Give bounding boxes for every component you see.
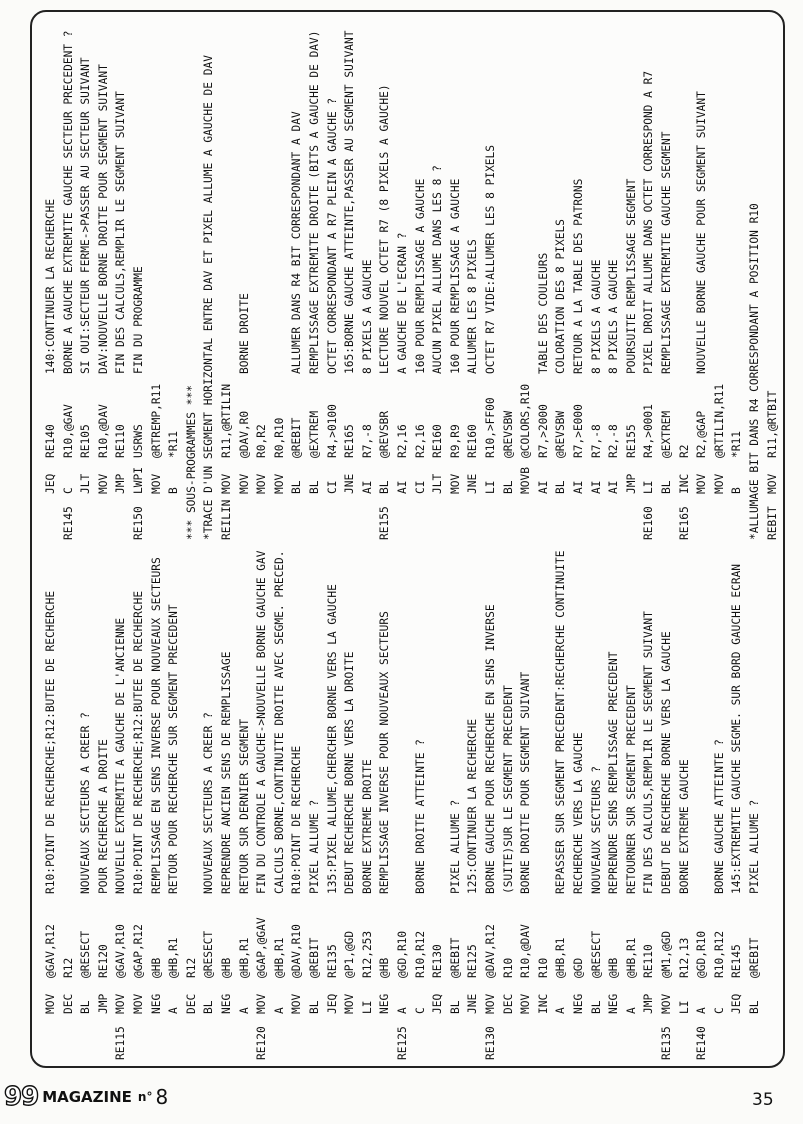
code-label: RE145 bbox=[61, 506, 75, 540]
code-operands: RE160 bbox=[431, 424, 445, 458]
code-comment: 160 POUR REMPLISSAGE A GAUCHE bbox=[413, 178, 427, 374]
code-operands: @HB,R1 bbox=[237, 937, 251, 978]
code-opcode: B bbox=[730, 487, 744, 494]
code-comment: BORNE GAUCHE POUR RECHERCHE EN SENS INVERSE bbox=[484, 604, 497, 894]
code-comment: PIXEL ALLUME ? bbox=[308, 799, 321, 894]
code-operands: @HB bbox=[220, 957, 233, 978]
code-opcode: BL bbox=[79, 1000, 93, 1014]
code-operands: RE145 bbox=[730, 944, 744, 978]
code-operands: R7,>2000 bbox=[536, 404, 550, 458]
code-comment: ALLUMER DANS R4 BIT CORRESPONDANT A DAV bbox=[290, 111, 304, 374]
magazine-logo bbox=[4, 1082, 168, 1112]
code-operands: RE165 bbox=[343, 424, 357, 458]
code-label: RE160 bbox=[642, 506, 656, 540]
code-operands: R2,16 bbox=[413, 424, 427, 458]
code-opcode: BL bbox=[308, 1000, 321, 1014]
code-opcode: AI bbox=[589, 480, 603, 494]
code-operands: R2,16 bbox=[396, 424, 409, 458]
code-comment: RETOUR POUR RECHERCHE SUR SEGMENT PRECEDENT bbox=[167, 604, 181, 894]
code-comment: 160 POUR REMPLISSAGE A GAUCHE bbox=[448, 178, 462, 374]
code-operands: R4,>0100 bbox=[325, 404, 339, 458]
code-comment: POUR RECHERCHE A DROITE bbox=[96, 739, 110, 894]
code-comment: COLORATION DES 8 PIXELS bbox=[554, 219, 568, 374]
code-comment: BORNE DROITE ATTEINTE ? bbox=[413, 739, 427, 894]
code-opcode: A bbox=[272, 1007, 286, 1014]
code-comment: NOUVEAUX SECTEURS A CREER ? bbox=[79, 712, 93, 894]
code-comment: DEBUT DE RECHERCHE BORNE VERS LA GAUCHE bbox=[660, 631, 673, 894]
code-comment: RETOURNER SUR SEGMENT PRECEDENT bbox=[624, 685, 638, 894]
code-opcode: B bbox=[167, 487, 181, 494]
code-operands: R10,@DAV bbox=[519, 924, 533, 978]
listing-column-left bbox=[40, 540, 780, 1060]
code-opcode: MOV bbox=[712, 473, 726, 494]
code-operands: @REVSBR bbox=[378, 410, 392, 458]
code-operands: R0,R10 bbox=[272, 417, 286, 458]
code-comment: (SUITE)SUR LE SEGMENT PRECEDENT bbox=[501, 685, 515, 894]
code-comment: REMPLISSAGE EN SENS INVERSE POUR NOUVEAUX SECTEURS bbox=[149, 557, 163, 894]
code-opcode: MOV bbox=[290, 993, 304, 1014]
code-opcode: INC bbox=[536, 993, 550, 1014]
code-comment: REMPLISSAGE INVERSE POUR NOUVEAUX SECTEURS bbox=[378, 611, 392, 894]
code-opcode: BL bbox=[589, 1000, 603, 1014]
code-opcode: JMP bbox=[96, 993, 110, 1014]
page-number: 35 bbox=[752, 1090, 774, 1110]
code-opcode: MOV bbox=[255, 473, 269, 494]
code-comment: NOUVELLE EXTREMITE A GAUCHE DE L'ANCIENNE bbox=[114, 617, 128, 894]
code-opcode: MOV bbox=[660, 993, 673, 1014]
code-comment: 8 PIXELS A GAUCHE bbox=[607, 259, 621, 374]
issue-label: n° bbox=[137, 1090, 153, 1104]
code-operands: @REBIT bbox=[448, 937, 462, 978]
code-operands: RE125 bbox=[466, 944, 480, 978]
code-comment: 165:BORNE GAUCHE ATTEINTE,PASSER AU SEGMENT SUIVANT bbox=[343, 30, 357, 374]
code-opcode: NEG bbox=[378, 993, 392, 1014]
code-opcode: AI bbox=[536, 480, 550, 494]
code-comment: REPRENDRE SENS REMPLISSAGE PRECEDENT bbox=[607, 651, 621, 894]
code-opcode: MOV bbox=[484, 993, 497, 1014]
code-opcode: LI bbox=[360, 1000, 374, 1014]
code-label: RE120 bbox=[255, 1026, 269, 1060]
code-label: RE125 bbox=[396, 1026, 409, 1060]
code-label: RE140 bbox=[695, 1026, 709, 1060]
code-label: RE165 bbox=[677, 506, 691, 540]
code-operands: R10,@GAV bbox=[61, 404, 75, 458]
code-operands: @GAP,R12 bbox=[132, 924, 145, 978]
code-opcode: C bbox=[413, 1007, 427, 1014]
code-comment: LECTURE NOUVEL OCTET R7 (8 PIXELS A GAUCHE) bbox=[378, 84, 392, 374]
code-operands: R7,-8 bbox=[589, 424, 603, 458]
code-comment-line: *TRACE D'UN SEGMENT HORIZONTAL ENTRE DAV ET PIXEL ALLUME A GAUCHE DE DAV bbox=[202, 55, 216, 540]
code-operands: RE140 bbox=[44, 424, 57, 458]
code-opcode: NEG bbox=[220, 993, 233, 1014]
code-comment: 8 PIXELS A GAUCHE bbox=[360, 259, 374, 374]
code-operands: @M1,@GD bbox=[660, 930, 673, 978]
code-comment: RETOUR SUR DERNIER SEGMENT bbox=[237, 718, 251, 894]
code-opcode: JEQ bbox=[730, 993, 744, 1014]
code-opcode: MOV bbox=[220, 473, 233, 494]
code-operands: @HB,R1 bbox=[272, 937, 286, 978]
code-comment: NOUVEAUX SECTEURS A CREER ? bbox=[202, 712, 216, 894]
code-opcode: A bbox=[237, 1007, 251, 1014]
code-opcode: MOV bbox=[255, 993, 269, 1014]
issue-number: 8 bbox=[155, 1085, 169, 1109]
code-operands: RE130 bbox=[431, 944, 445, 978]
code-operands: @HB,R1 bbox=[554, 937, 568, 978]
code-operands: @GAP,@GAV bbox=[255, 917, 269, 978]
code-operands: @P1,@GD bbox=[343, 930, 357, 978]
code-opcode: JMP bbox=[642, 993, 656, 1014]
code-opcode: BL bbox=[378, 480, 392, 494]
code-operands: @GAV,R10 bbox=[114, 924, 128, 978]
code-operands: R12,13 bbox=[677, 937, 691, 978]
code-operands: @GAV,R12 bbox=[44, 924, 57, 978]
assembly-listing bbox=[40, 20, 780, 1060]
code-opcode: MOV bbox=[765, 473, 779, 494]
code-opcode: MOV bbox=[448, 473, 462, 494]
code-comment: BORNE EXTREME GAUCHE bbox=[677, 759, 691, 894]
code-opcode: LWPI bbox=[132, 467, 145, 494]
code-operands: R12,253 bbox=[360, 930, 374, 978]
code-operands: @DAV,R0 bbox=[237, 410, 251, 458]
code-label: REBIT bbox=[765, 506, 779, 540]
code-opcode: A bbox=[396, 1007, 409, 1014]
code-comment: NOUVEAUX SECTEURS ? bbox=[589, 766, 603, 894]
code-operands: R0,R2 bbox=[255, 424, 269, 458]
code-comment: 8 PIXELS A GAUCHE bbox=[589, 259, 603, 374]
code-comment: REPASSER SUR SEGMENT PRECEDENT:RECHERCHE CONTINUITE bbox=[554, 550, 568, 894]
code-opcode: MOV bbox=[44, 993, 57, 1014]
code-operands: RE110 bbox=[114, 424, 128, 458]
code-operands: @DAV,R12 bbox=[484, 924, 497, 978]
code-opcode: AI bbox=[396, 480, 409, 494]
code-operands: R11,@RTBIT bbox=[765, 390, 779, 458]
code-opcode: DEC bbox=[501, 993, 515, 1014]
code-operands: R12 bbox=[61, 957, 75, 978]
code-operands: USRWS bbox=[132, 424, 145, 458]
code-comment: BORNE GAUCHE ATTEINTE ? bbox=[712, 739, 726, 894]
code-operands: @REVSBW bbox=[554, 410, 568, 458]
code-comment: OCTET CORRESPONDANT A R7 PLEIN A GAUCHE ? bbox=[325, 97, 339, 374]
code-opcode: LI bbox=[677, 1000, 691, 1014]
code-operands: @HB bbox=[378, 957, 392, 978]
code-operands: R9,R9 bbox=[448, 424, 462, 458]
code-comment: 145:EXTREMITE GAUCHE SEGME. SUR BORD GAUCHE ECRAN bbox=[730, 563, 744, 894]
code-operands: @REBIT bbox=[308, 937, 321, 978]
code-opcode: AI bbox=[572, 480, 585, 494]
code-opcode: AI bbox=[360, 480, 374, 494]
code-comment: FIN DES CALCULS,REMPLIR LE SEGMENT SUIVANT bbox=[114, 91, 128, 374]
code-opcode: JNE bbox=[466, 473, 480, 494]
code-opcode: JEQ bbox=[325, 993, 339, 1014]
code-comment: RECHERCHE VERS LA GAUCHE bbox=[572, 732, 585, 894]
code-operands: R10,>FF00 bbox=[484, 397, 497, 458]
code-operands: RE120 bbox=[96, 944, 110, 978]
code-label: RE135 bbox=[660, 1026, 673, 1060]
code-opcode: MOV bbox=[237, 473, 251, 494]
code-opcode: MOV bbox=[149, 473, 163, 494]
code-comment: PIXEL DROIT ALLUME DANS OCTET CORRESPOND A R7 bbox=[642, 70, 656, 374]
code-opcode: MOV bbox=[343, 993, 357, 1014]
code-label: RE115 bbox=[114, 1026, 128, 1060]
code-opcode: A bbox=[695, 1007, 709, 1014]
code-operands: @REBIT bbox=[290, 417, 304, 458]
code-operands: @GD,R10 bbox=[695, 930, 709, 978]
code-operands: @RTREMP,R11 bbox=[149, 383, 163, 458]
code-comment: R10:POINT DE RECHERCHE;R12:BUTEE DE RECHERCHE bbox=[132, 590, 145, 894]
code-opcode: JMP bbox=[114, 473, 128, 494]
code-operands: @HB bbox=[149, 957, 163, 978]
code-operands: R2,-8 bbox=[607, 424, 621, 458]
code-opcode: BL bbox=[290, 480, 304, 494]
code-opcode: CI bbox=[413, 480, 427, 494]
code-opcode: MOV bbox=[272, 473, 286, 494]
code-opcode: BL bbox=[308, 480, 321, 494]
code-comment: DAV:NOUVELLE BORNE DROITE POUR SEGMENT SUIVANT bbox=[96, 64, 110, 374]
code-operands: R4,>0001 bbox=[642, 404, 656, 458]
code-comment: DEBUT RECHERCHE BORNE VERS LA DROITE bbox=[343, 651, 357, 894]
code-operands: R2 bbox=[677, 444, 691, 458]
code-opcode: MOV bbox=[114, 993, 128, 1014]
code-opcode: BL bbox=[501, 480, 515, 494]
code-opcode: JMP bbox=[624, 473, 638, 494]
code-label: REILIN bbox=[220, 499, 233, 540]
code-comment-line: *ALLUMAGE BIT DANS R4 CORRESPONDANT A POSITION R10 bbox=[748, 203, 761, 540]
code-operands: R2,@GAP bbox=[695, 410, 709, 458]
code-operands: @RESECT bbox=[589, 930, 603, 978]
code-operands: @COLORS,R10 bbox=[519, 383, 533, 458]
logo-number: 99 bbox=[4, 1082, 39, 1112]
code-operands: RE105 bbox=[79, 424, 93, 458]
code-operands: RE135 bbox=[325, 944, 339, 978]
code-comment: 135:PIXEL ALLUME,CHERCHER BORNE VERS LA GAUCHE bbox=[325, 584, 339, 894]
code-comment: POURSUITE REMPLISSAGE SEGMENT bbox=[624, 178, 638, 374]
code-comment: OCTET R7 VIDE:ALLUMER LES 8 PIXELS bbox=[484, 144, 497, 374]
code-operands: R10 bbox=[501, 957, 515, 978]
code-operands: @RESECT bbox=[79, 930, 93, 978]
code-comment: REMPLISSAGE EXTREMITE DROITE (BITS A GAUCHE DE DAV) bbox=[308, 30, 321, 374]
code-opcode: INC bbox=[677, 473, 691, 494]
code-opcode: JNE bbox=[343, 473, 357, 494]
code-opcode: LI bbox=[642, 480, 656, 494]
code-operands: *R11 bbox=[730, 431, 744, 458]
code-opcode: DEC bbox=[61, 993, 75, 1014]
code-comment: RETOUR A LA TABLE DES PATRONS bbox=[572, 178, 585, 374]
code-operands: @REVSBW bbox=[501, 410, 515, 458]
code-operands: @GD,R10 bbox=[396, 930, 409, 978]
code-operands: @RESECT bbox=[202, 930, 216, 978]
code-operands: R11,@RTILIN bbox=[220, 383, 233, 458]
code-operands: @HB bbox=[607, 957, 621, 978]
code-opcode: AI bbox=[607, 480, 621, 494]
code-operands: @EXTREM bbox=[660, 410, 673, 458]
listing-column-right bbox=[40, 20, 780, 540]
code-comment: R10:POINT DE RECHERCHE;R12:BUTEE DE RECHERCHE bbox=[44, 590, 57, 894]
code-opcode: MOV bbox=[519, 993, 533, 1014]
code-opcode: NEG bbox=[572, 993, 585, 1014]
code-opcode: A bbox=[554, 1007, 568, 1014]
code-opcode: JLT bbox=[431, 473, 445, 494]
code-operands: @REBIT bbox=[748, 937, 761, 978]
logo-wordmark: MAGAZINE bbox=[42, 1088, 132, 1106]
code-operands: @HB,R1 bbox=[624, 937, 638, 978]
code-operands: *R11 bbox=[167, 431, 181, 458]
code-opcode: DEC bbox=[184, 993, 198, 1014]
code-opcode: JLT bbox=[79, 473, 93, 494]
code-operands: R10 bbox=[536, 957, 550, 978]
code-opcode: C bbox=[61, 487, 75, 494]
code-operands: R10,@DAV bbox=[96, 404, 110, 458]
code-operands: @DAV,R10 bbox=[290, 924, 304, 978]
code-opcode: JEQ bbox=[44, 473, 57, 494]
code-operands: @RTILIN,R11 bbox=[712, 383, 726, 458]
code-comment: BORNE A GAUCHE EXTREMITE GAUCHE SECTEUR PRECEDENT ? bbox=[61, 30, 75, 374]
code-comment: AUCUN PIXEL ALLUME DANS LES 8 ? bbox=[431, 165, 445, 374]
listing-frame bbox=[30, 10, 785, 1068]
code-comment: 140:CONTINUER LA RECHERCHE bbox=[44, 198, 57, 374]
code-operands: RE110 bbox=[642, 944, 656, 978]
code-opcode: JNE bbox=[466, 993, 480, 1014]
code-opcode: BL bbox=[660, 480, 673, 494]
code-opcode: BL bbox=[748, 1000, 761, 1014]
code-comment: SI OUI:SECTEUR FERME->PASSER AU SECTEUR SUIVANT bbox=[79, 57, 93, 374]
code-comment: 125:CONTINUER LA RECHERCHE bbox=[466, 718, 480, 894]
code-operands: R7,-8 bbox=[360, 424, 374, 458]
code-operands: RE160 bbox=[466, 424, 480, 458]
code-label: RE155 bbox=[378, 506, 392, 540]
code-opcode: JEQ bbox=[431, 993, 445, 1014]
code-label: RE150 bbox=[132, 506, 145, 540]
code-comment: CALCULS BORNE,CONTINUITE DROITE AVEC SEGME. PRECED. bbox=[272, 550, 286, 894]
code-label: RE130 bbox=[484, 1026, 497, 1060]
code-opcode: BL bbox=[202, 1000, 216, 1014]
code-opcode: MOV bbox=[695, 473, 709, 494]
code-operands: @EXTREM bbox=[308, 410, 321, 458]
code-opcode: LI bbox=[484, 480, 497, 494]
code-operands: @GD bbox=[572, 957, 585, 978]
code-comment: REPRENDRE ANCIEN SENS DE REMPLISSAGE bbox=[220, 651, 233, 894]
code-operands: @HB,R1 bbox=[167, 937, 181, 978]
code-opcode: A bbox=[624, 1007, 638, 1014]
code-comment: FIN DES CALCULS,REMPLIR LE SEGMENT SUIVANT bbox=[642, 611, 656, 894]
code-opcode: CI bbox=[325, 480, 339, 494]
code-comment: FIN DU CONTROLE A GAUCHE->NOUVELLE BORNE GAUCHE GAV bbox=[255, 550, 269, 894]
code-operands: R7,>E000 bbox=[572, 404, 585, 458]
code-opcode: NEG bbox=[607, 993, 621, 1014]
code-comment: PIXEL ALLUME ? bbox=[748, 799, 761, 894]
code-opcode: A bbox=[167, 1007, 181, 1014]
code-comment: REMPLISSAGE EXTREMITE GAUCHE SEGMENT bbox=[660, 131, 673, 374]
code-opcode: BL bbox=[554, 480, 568, 494]
code-comment: ALLUMER LES 8 PIXELS bbox=[466, 239, 480, 374]
code-comment: R10:POINT DE RECHERCHE bbox=[290, 745, 304, 894]
code-comment: BORNE DROITE bbox=[237, 293, 251, 374]
code-comment: BORNE EXTREME DROITE bbox=[360, 759, 374, 894]
code-opcode: MOV bbox=[132, 993, 145, 1014]
code-opcode: MOVB bbox=[519, 467, 533, 494]
code-operands: R12 bbox=[184, 957, 198, 978]
code-operands: R10,R12 bbox=[712, 930, 726, 978]
code-operands: RE155 bbox=[624, 424, 638, 458]
code-comment: PIXEL ALLUME ? bbox=[448, 799, 462, 894]
code-comment-line: *** SOUS-PROGRAMMES *** bbox=[184, 385, 198, 540]
code-comment: TABLE DES COULEURS bbox=[536, 252, 550, 374]
code-comment: NOUVELLE BORNE GAUCHE POUR SEGMENT SUIVANT bbox=[695, 91, 709, 374]
code-opcode: C bbox=[712, 1007, 726, 1014]
code-comment: A GAUCHE DE L'ECRAN ? bbox=[396, 232, 409, 374]
code-comment: FIN DU PROGRAMME bbox=[132, 266, 145, 374]
code-opcode: BL bbox=[448, 1000, 462, 1014]
code-comment: BORNE DROITE POUR SEGMENT SUIVANT bbox=[519, 671, 533, 894]
code-opcode: NEG bbox=[149, 993, 163, 1014]
code-operands: R10,R12 bbox=[413, 930, 427, 978]
code-opcode: MOV bbox=[96, 473, 110, 494]
